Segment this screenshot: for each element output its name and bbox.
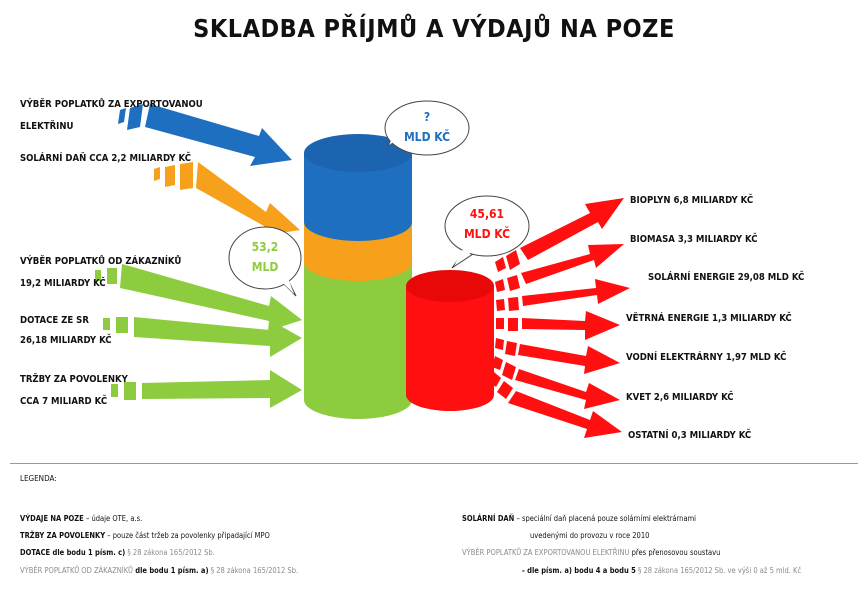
page-title: SKLADBA PŘÍJMŮ A VÝDAJŮ NA POZE [193,14,675,43]
legend-line-trzby [20,531,270,541]
allowances-line1: TRŽBY ZA POVOLENKY [20,374,128,385]
legend-line-poplatky [20,566,298,576]
legend-dotace-ref: dle bodu 1 písm. c) [50,548,126,557]
subsidy-line2: 26,18 MILIARDY KČ [20,335,112,346]
solar-tax-label [20,153,191,165]
legend-trzby-term: TRŽBY ZA POVOLENKY [20,531,106,540]
expense-label-solar: SOLÁRNÍ ENERGIE 29,08 MLD KČ [648,272,805,283]
legend-export-term: VÝBĚR POPLATKŮ ZA EXPORTOVANOU ELEKTŘINU [462,548,630,557]
legend-poplatky-term: VÝBĚR POPLATKŮ OD ZÁKAZNÍKŮ [20,566,133,575]
legend-poplatky-law: § 28 zákona 165/2012 Sb. [208,566,299,575]
allowances-arrow [111,370,302,408]
legend-divider [10,463,858,464]
export-fee-line1: VÝBĚR POPLATKŮ ZA EXPORTOVANOU [20,99,203,110]
red-bubble-text [455,204,519,244]
green-bubble-unit: MLD [251,260,279,274]
legend-export-desc: přes přenosovou soustavu [629,548,721,557]
solar-tax-line1: SOLÁRNÍ DAŇ CCA 2,2 MILIARDY KČ [20,153,191,164]
expense-label-wind: VĚTRNÁ ENERGIE 1,3 MILIARDY KČ [626,313,792,324]
blue-bubble-value: ? [423,110,431,124]
expense-label-kvet: KVET 2,6 MILIARDY KČ [626,392,734,403]
expense-label-other: OSTATNÍ 0,3 MILIARDY KČ [628,430,752,441]
red-bubble-unit: MLD KČ [463,227,511,241]
subsidy-label [20,311,112,351]
customer-fees-line1: VÝBĚR POPLATKŮ OD ZÁKAZNÍKŮ [20,256,182,267]
legend-vydaje-desc: – údaje OTE, a.s. [83,514,143,523]
legend-line-body [522,566,801,576]
legend-line-vydaje [20,514,142,524]
legend-trzby-desc: – pouze část tržeb za povolenky připadající MPO [105,531,270,540]
customer-fees-label [20,251,181,295]
expense-label-bioplyn: BIOPLYN 6,8 MILIARDY KČ [630,195,754,206]
legend-line-solarni-dan [462,514,696,524]
allowances-line2: CCA 7 MILIARD KČ [20,396,108,407]
legend-solarni-desc: – speciální daň placená pouze solárními elektrárnami [514,514,697,523]
allowances-label [20,369,128,413]
green-bubble-value: 53,2 [251,240,279,254]
export-fee-line2: ELEKTŘINU [20,121,74,132]
legend-line-export [462,548,720,558]
subsidy-arrow [103,317,302,357]
expense-label-hydro: VODNÍ ELEKTRÁRNY 1,97 MLD KČ [626,352,787,363]
legend-vydaje-term: VÝDAJE NA POZE [20,514,84,523]
expense-cylinder [406,270,494,411]
customer-fees-line2: 19,2 MILIARDY KČ [20,278,106,289]
export-fee-label [20,94,203,138]
red-bubble-value: 45,61 [469,207,505,221]
subsidy-line1: DOTACE ZE SR [20,315,89,326]
legend-dotace-law: § 28 zákona 165/2012 Sb. [125,548,215,557]
legend-poplatky-ref: dle bodu 1 písm. a) [132,566,209,575]
legend-heading: LEGENDA: [20,474,57,483]
legend-dotace-term: DOTACE [20,548,51,557]
legend-body-law: § 28 zákona 165/2012 Sb. ve výši 0 až 5 mld. Kč [635,566,802,575]
legend-line-provoz: uvedenými do provozu v roce 2010 [530,531,650,540]
green-bubble-text [235,237,295,277]
legend-body-ref: - dle písm. a) bodu 4 a bodu 5 [522,566,636,575]
legend-solarni-term: SOLÁRNÍ DAŇ [462,514,515,523]
legend-line-dotace [20,548,215,558]
expense-label-biomasa: BIOMASA 3,3 MILIARDY KČ [630,234,758,245]
solar-tax-arrow [154,162,300,236]
blue-bubble-text [395,107,459,147]
blue-bubble-unit: MLD KČ [403,130,451,144]
income-cylinder [304,134,412,419]
